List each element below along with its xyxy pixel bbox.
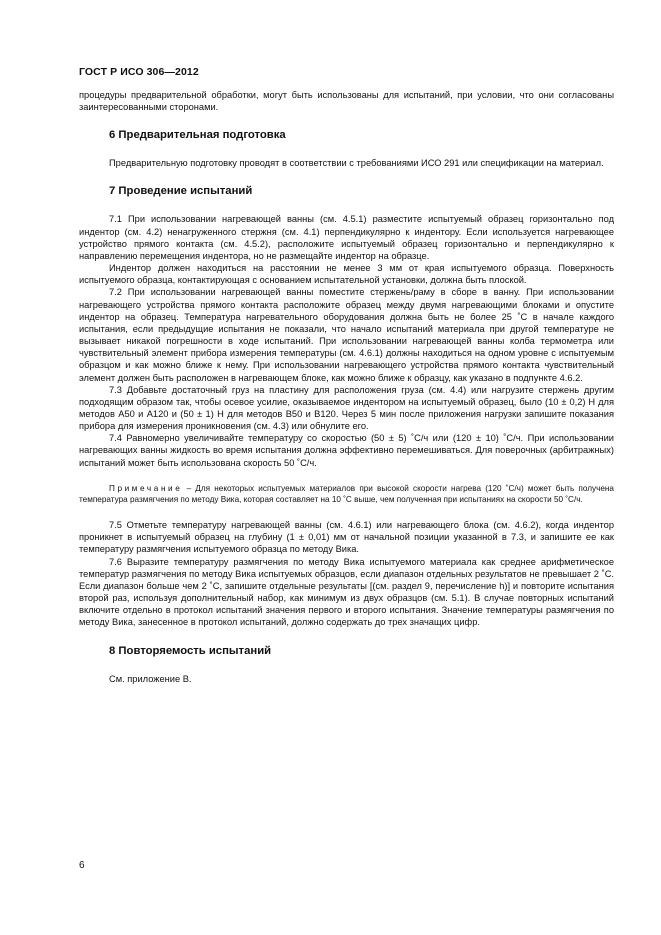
clause-7-2: 7.2 При использовании нагревающей ванны поместите стержень/раму в сборе в ванну. При использовании нагревающего устройства прямого контакта расположите образец между двумя нагревающими блоками и опустите индентор на образец. Температура нагревательного оборудования должна быть не более 25 ˚С в начале каждого испытания, если предыдущие испытания не показали, что начало испытаний материала при другой температуре не вызывает никакой погрешности в ходе испытаний. При использовании нагревающей ванны колба термометра или чувствительный элемент прибора измерения температуры (см. 4.6.1) должны находиться на одном уровне с испытуемым образцом и как можно ближе к нему. При использовании нагревающего устройства прямого контакта чувствительный элемент должен быть расположен в нагревающем блоке, как можно ближе к образцу, как указано в подпункте 4.6.2. bbox=[79, 287, 614, 383]
note-paragraph bbox=[79, 483, 614, 505]
section-8-paragraph: См. приложение В. bbox=[109, 673, 192, 684]
document-body bbox=[79, 89, 614, 685]
note-text: – Для некоторых испытуемых материалов при высокой скорости нагрева (120 ˚С/ч) может быть получена температура размягчения по методу Вика, которая составляет на 10 ˚С выше, чем полученная при испытаниях на скорости 50 ˚С/ч. bbox=[79, 483, 614, 504]
document-header: ГОСТ Р ИСО 306—2012 bbox=[79, 66, 199, 78]
intro-paragraph: процедуры предварительной обработки, могут быть использованы для испытаний, при условии, что они согласованы заинтересованными сторонами. bbox=[79, 90, 614, 113]
section-6-paragraph: Предварительную подготовку проводят в соответствии с требованиями ИСО 291 или спецификации на материал. bbox=[109, 158, 604, 169]
section-8-heading: 8 Повторяемость испытаний bbox=[109, 644, 272, 657]
section-6-heading: 6 Предварительная подготовка bbox=[109, 129, 286, 142]
page-number: 6 bbox=[79, 860, 85, 871]
clause-7-4: 7.4 Равномерно увеличивайте температуру со скоростью (50 ± 5) ˚С/ч или (120 ± 10) ˚С/ч. При использовании нагревающих ванны жидкость во время испытания должна эффективно перемешиваться. Для поверочных (арбитражных) испытаний может быть использована скорость 50 ˚С/ч. bbox=[79, 433, 614, 468]
note-label: Примечание bbox=[109, 483, 183, 493]
clause-7-5: 7.5 Отметьте температуру нагревающей ванны (см. 4.6.1) или нагревающего блока (см. 4.6.2), когда индентор проникнет в испытуемый образец на глубину (1 ± 0,01) мм от начальной позиции указанной в 7.3, и запишите ее как температуру размягчения испытуемого образца по методу Вика. bbox=[79, 520, 614, 555]
section-7-heading: 7 Проведение испытаний bbox=[109, 185, 253, 198]
clause-7-3: 7.3 Добавьте достаточный груз на пластину для расположения груза (см. 4.4) или нагрузите стержень другим подходящим образом так, чтобы осевое усилие, оказываемое индентором на испытуемый образец, было (10 ± 0,2) Н для методов А50 и А120 и (50 ± 1) Н для методов В50 и В120. Через 5 мин после приложения нагрузки запишите показания прибора для измерения проникновения (см. 4.3) или обнулите его. bbox=[79, 384, 614, 432]
clause-7-1-continued: Индентор должен находиться на расстоянии не менее 3 мм от края испытуемого образца. Поверхность испытуемого образца, контактирующая с основанием испытательной установки, должна быть плоской. bbox=[79, 263, 614, 286]
clause-7-1: 7.1 При использовании нагревающей ванны (см. 4.5.1) разместите испытуемый образец горизонтально под индентор (см. 4.2) ненагруженного стержня (см. 4.1) перпендикулярно к индентору. Если используется нагревающее устройство прямого контакта (см. 4.5.2), расположите испытуемый образец горизонтально и перпендикулярно к направлению перемещения индентора, но не размещайте индентор на образце. bbox=[79, 214, 614, 261]
clause-7-6: 7.6 Выразите температуру размягчения по методу Вика испытуемого материала как среднее арифметическое температур размягчения по методу Вика испытуемых образцов, если диапазон отдельных результатов не превышает 2 ˚С. Если диапазон больше чем 2 ˚С, запишите отдельные результаты [(см. раздел 9, перечисление h)] и повторите испытания второй раз, используя дополнительный набор, как минимум из двух образцов (см. 5.1). В случае повторных испытаний включите отдельно в протокол испытаний значения первого и второго испытания. Значение температуры размягчения по методу Вика, занесенное в протокол испытаний, должно содержать до трех значащих цифр. bbox=[79, 556, 614, 628]
